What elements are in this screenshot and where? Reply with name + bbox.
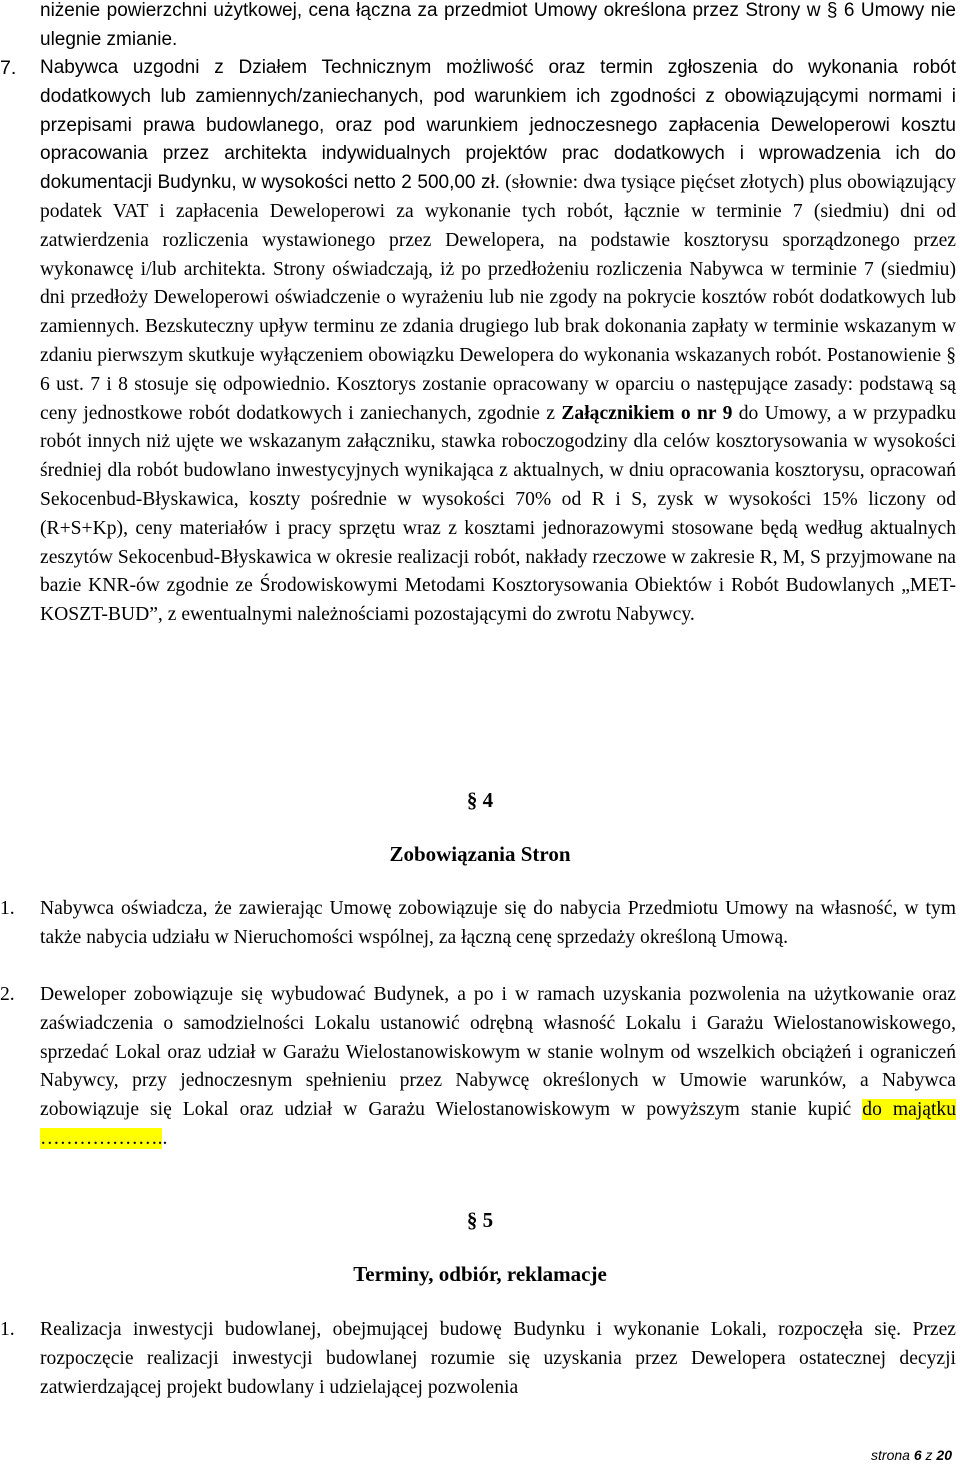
item-7-text-part2: (słownie: dwa tysiące pięćset złotych) plus obowiązujący podatek VAT i zapłacenia Deweloperowi za wykonanie tych robót, łącznie w terminie 7 (siedmiu) dni od zatwierdzenia rozliczenia wystawionego przez Dewelopera, na podstawie kosztorysu sporządzonego przez wykonawcę i/lub architekta. Strony oświadczają, iż po przedłożeniu rozliczenia Nabywca w terminie 7 (siedmiu) dni przedłoży Deweloperowi oświadczenie o wyrażeniu lub nie zgody na pokrycie kosztów robót dodatkowych lub zamiennych. Bezskuteczny upływ terminu ze zdania drugiego lub brak dokonania zapłaty w terminie wskazanym w zdaniu pierwszym skutkuje wyłączeniem obowiązku Dewelopera do wykonania wskazanych robót. Postanowienie § 6 ust. 7 i 8 stosuje się odpowiednio. Kosztorys zostanie opracowany w oparciu o następujące zasady: podstawą są ceny jednostkowe robót dodatkowych i zaniechanych, zgodnie z xyxy=(40,172,956,424)
highlighted-placeholder: do majątku ………………. xyxy=(40,1099,957,1149)
item-7-body xyxy=(40,54,956,630)
section-5-item-1-number: 1. xyxy=(0,1319,15,1340)
item-7-text-part1: Nabywca uzgodni z Działem Technicznym możliwość oraz termin zgłoszenia do wykonania robót dodatkowych lub zamiennych/zaniechanych, pod warunkiem ich zgodności z obowiązującymi normami i przepisami prawa budowlanego, oraz pod warunkiem jednoczesnego zapłacenia Deweloperowi kosztu opracowania przez architekta indywidualnych projektów prac dodatkowych i wprowadzenia ich do dokumentacji Budynku, w wysokości netto 2 500,00 zł. xyxy=(40,57,956,194)
section-4-item-2-text: Deweloper zobowiązuje się wybudować Budynek, a po i w ramach uzyskania pozwolenia na użytkowanie oraz zaświadczenia o samodzielności Lokalu ustanowić odrębną własność Lokalu i Garażu Wielostanowiskowego, sprzedać Lokal oraz udział w Garażu Wielostanowiskowym w stanie wolnym od wszelkich obciążeń i ograniczeń Nabywcy, przy jednoczesnym spełnieniu przez Nabywcę określonych w Umowie warunków, a Nabywca zobowiązuje się Lokal oraz udział w Garażu Wielostanowiskowym w powyższym stanie kupić xyxy=(40,984,956,1121)
section-4-item-1-number: 1. xyxy=(0,898,15,919)
page-number-footer xyxy=(871,1446,952,1464)
page-number-separator: z xyxy=(921,1447,937,1463)
section-5-item-1-body: Realizacja inwestycji budowlanej, obejmującej budowę Budynku i wykonanie Lokali, rozpoczęła się. Przez rozpoczęcie realizacji inwestycji budowlanej rozumie się uzyskania przez Dewelopera ostatecznej decyzji zatwierdzającej projekt budowlany i udzielającej pozwolenia xyxy=(40,1319,956,1398)
item-7-attachment-reference: Załącznikiem o nr 9 xyxy=(561,402,733,424)
section-4-symbol: § 4 xyxy=(466,788,494,812)
section-4-title: Zobowiązania Stron xyxy=(389,842,571,866)
section-4-item-2-tail: . xyxy=(162,1127,168,1149)
page-number-prefix: strona xyxy=(871,1447,914,1463)
item-7-number: 7. xyxy=(0,57,17,79)
page-number-current: 6 xyxy=(913,1447,922,1463)
section-4-item-2-body xyxy=(40,981,956,1154)
item-7-text-part3: do Umowy, a w przypadku robót innych niż ujęte we wskazanym załączniku, stawka roboczogodziny dla celów kosztorysowania w wysokości średniej dla robót budowlano inwestycyjnych wynikająca z aktualnych, w dniu opracowania kosztorysu, opracowań Sekocenbud-Błyskawica, koszty pośrednie w wysokości 70% od R i S, zysk w wysokości 15% liczony od (R+S+Kp), ceny materiałów i pracy sprzętu wraz z kosztami jednorazowymi stosowane będą według aktualnych zeszytów Sekocenbud-Błyskawica w okresie realizacji robót, nakłady rzeczowe w zakresie R, M, S przyjmowane na bazie KNR-ów zgodnie ze Środowiskowymi Metodami Kosztorysowania Obiektów i Robót Budowlanych „MET-KOSZT-BUD”, z ewentualnymi należnościami pozostającymi do zwrotu Nabywcy. xyxy=(40,402,957,626)
intro-continuation-paragraph xyxy=(40,0,956,55)
intro-continuation-text: niżenie powierzchni użytkowej, cena łączna za przedmiot Umowy określona przez Strony w § 6 Umowy nie ulegnie zmianie. xyxy=(40,0,956,50)
section-5-symbol: § 5 xyxy=(466,1208,494,1232)
section-4-item-2-number: 2. xyxy=(0,984,15,1005)
page-number-total: 20 xyxy=(936,1447,952,1463)
section-4-item-1-body: Nabywca oświadcza, że zawierając Umowę zobowiązuje się do nabycia Przedmiotu Umowy na własność, w tym także nabycia udziału w Nieruchomości wspólnej, za łączną cenę sprzedaży określoną Umową. xyxy=(40,898,956,948)
section-5-title: Terminy, odbiór, reklamacje xyxy=(353,1262,607,1286)
